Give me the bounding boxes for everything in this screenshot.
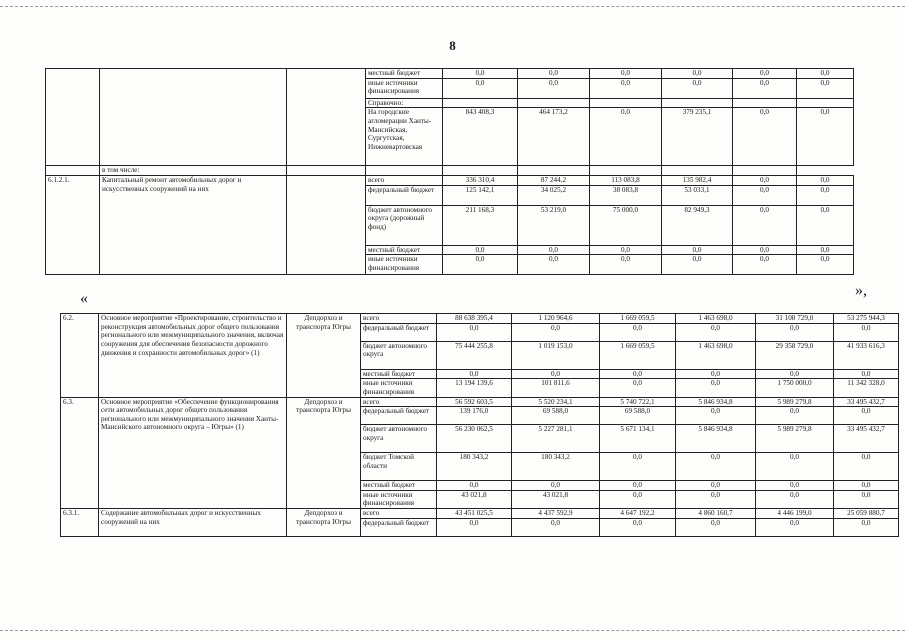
value-cell: 4 860 160,7 <box>676 509 756 519</box>
value-cell <box>518 98 590 108</box>
value-cell: 0,0 <box>834 490 899 508</box>
value-cell: 0,0 <box>834 323 899 341</box>
value-cell: 1 750 000,0 <box>756 379 834 397</box>
value-cell: 4 437 592,9 <box>512 509 600 519</box>
value-cell: 0,0 <box>590 245 662 255</box>
source-cell: местный бюджет <box>361 369 437 379</box>
value-cell: 5 671 134,1 <box>600 425 676 453</box>
value-cell: 75 000,0 <box>590 205 662 245</box>
value-cell: 0,0 <box>437 369 512 379</box>
value-cell: 0,0 <box>797 205 854 245</box>
value-cell: 0,0 <box>756 369 834 379</box>
source-cell: иные источники финансирования <box>361 490 437 508</box>
executor-cell: Депдорхоз и транспорта Югры <box>287 314 361 398</box>
value-cell: 56 230 062,5 <box>437 425 512 453</box>
executor-cell: Депдорхоз и транспорта Югры <box>287 397 361 509</box>
source-cell: иные источники финансирования <box>361 379 437 397</box>
value-cell: 0,0 <box>676 379 756 397</box>
value-cell: 0,0 <box>676 453 756 481</box>
source-cell: федеральный бюджет <box>361 323 437 341</box>
value-cell: 0,0 <box>733 108 797 166</box>
value-cell: 0,0 <box>733 69 797 79</box>
source-cell: иные источники финансирования <box>366 255 443 275</box>
source-cell: всего <box>361 397 437 407</box>
value-cell: 0,0 <box>443 78 518 98</box>
value-cell: 0,0 <box>437 518 512 536</box>
value-cell: 0,0 <box>756 481 834 491</box>
value-cell: 38 083,8 <box>590 185 662 205</box>
value-cell: 0,0 <box>733 205 797 245</box>
empty-cell <box>733 166 797 176</box>
value-cell: 1 120 964,6 <box>512 314 600 324</box>
value-cell: 0,0 <box>756 518 834 536</box>
value-cell: 0,0 <box>834 453 899 481</box>
source-cell: местный бюджет <box>366 69 443 79</box>
value-cell: 0,0 <box>512 369 600 379</box>
value-cell: 0,0 <box>834 481 899 491</box>
value-cell: 0,0 <box>662 245 733 255</box>
num-cell-empty <box>46 69 100 166</box>
value-cell: 101 811,6 <box>512 379 600 397</box>
value-cell: 5 227 281,1 <box>512 425 600 453</box>
value-cell: 0,0 <box>756 407 834 425</box>
value-cell: 1 019 153,0 <box>512 341 600 369</box>
value-cell: 0,0 <box>733 175 797 185</box>
value-cell: 43 021,8 <box>437 490 512 508</box>
value-cell: 25 059 880,7 <box>834 509 899 519</box>
value-cell: 0,0 <box>600 369 676 379</box>
value-cell: 5 520 234,1 <box>512 397 600 407</box>
section-number: 6.2. <box>61 314 99 398</box>
section-number: 6.1.2.1. <box>46 175 100 274</box>
value-cell: 0,0 <box>756 323 834 341</box>
value-cell: 13 194 139,6 <box>437 379 512 397</box>
value-cell: 1 463 698,0 <box>676 314 756 324</box>
value-cell: 0,0 <box>600 323 676 341</box>
source-cell: бюджет Томской области <box>361 453 437 481</box>
value-cell: 4 647 192,2 <box>600 509 676 519</box>
value-cell: 0,0 <box>590 69 662 79</box>
value-cell: 11 342 328,0 <box>834 379 899 397</box>
value-cell: 0,0 <box>797 245 854 255</box>
source-cell: бюджет автономного округа <box>361 425 437 453</box>
value-cell: 31 108 729,0 <box>756 314 834 324</box>
section-name: Капитальный ремонт автомобильных дорог и искусственных сооружений на них <box>100 175 287 274</box>
value-cell: 0,0 <box>797 185 854 205</box>
quote-open: « <box>80 290 88 307</box>
value-cell: 0,0 <box>676 369 756 379</box>
source-cell: всего <box>361 509 437 519</box>
source-cell: Справочно: <box>366 98 443 108</box>
executor-cell: Депдорхоз и транспорта Югры <box>287 509 361 537</box>
value-cell: 0,0 <box>797 78 854 98</box>
value-cell: 87 244,2 <box>518 175 590 185</box>
source-cell: всего <box>361 314 437 324</box>
executor-empty <box>287 69 366 166</box>
table-row <box>61 314 899 324</box>
quote-close: », <box>855 282 867 299</box>
value-cell: 0,0 <box>518 245 590 255</box>
value-cell: 0,0 <box>834 518 899 536</box>
value-cell: 1 463 698,0 <box>676 341 756 369</box>
value-cell: 0,0 <box>797 255 854 275</box>
value-cell: 69 588,0 <box>600 407 676 425</box>
value-cell: 43 451 025,5 <box>437 509 512 519</box>
value-cell: 69 588,0 <box>512 407 600 425</box>
value-cell: 0,0 <box>600 481 676 491</box>
empty-cell <box>443 166 518 176</box>
value-cell: 843 408,3 <box>443 108 518 166</box>
value-cell: 135 982,4 <box>662 175 733 185</box>
value-cell: 0,0 <box>662 69 733 79</box>
value-cell: 139 176,0 <box>437 407 512 425</box>
value-cell: 0,0 <box>662 255 733 275</box>
value-cell: 82 949,3 <box>662 205 733 245</box>
value-cell: 0,0 <box>600 379 676 397</box>
value-cell: 0,0 <box>600 453 676 481</box>
value-cell: 0,0 <box>437 323 512 341</box>
value-cell: 336 310,4 <box>443 175 518 185</box>
num-cell-empty <box>46 166 100 176</box>
value-cell: 4 446 199,0 <box>756 509 834 519</box>
source-cell: иные источники финансирования <box>366 78 443 98</box>
table-row <box>61 397 899 407</box>
table-row <box>46 175 854 185</box>
value-cell: 1 669 059,5 <box>600 314 676 324</box>
source-cell: местный бюджет <box>361 481 437 491</box>
value-cell: 0,0 <box>834 407 899 425</box>
value-cell: 34 025,2 <box>518 185 590 205</box>
empty-cell <box>287 166 366 176</box>
value-cell <box>443 98 518 108</box>
value-cell: 88 638 395,4 <box>437 314 512 324</box>
value-cell: 53 219,0 <box>518 205 590 245</box>
table-row <box>46 166 854 176</box>
value-cell: 0,0 <box>733 245 797 255</box>
table-row <box>61 509 899 519</box>
budget-table-continuation <box>45 68 854 275</box>
value-cell: 0,0 <box>676 481 756 491</box>
section-name: Основное мероприятие «Обеспечение функционирования сети автомобильных дорог общего пользования регионального или межмуниципального значения Ханты-Мансийского автономного округа – Югры» (1) <box>99 397 287 509</box>
value-cell: 0,0 <box>590 108 662 166</box>
value-cell: 29 358 729,0 <box>756 341 834 369</box>
value-cell: 0,0 <box>662 78 733 98</box>
value-cell: 125 142,1 <box>443 185 518 205</box>
value-cell: 0,0 <box>756 453 834 481</box>
source-cell: федеральный бюджет <box>361 518 437 536</box>
value-cell: 53 033,1 <box>662 185 733 205</box>
value-cell <box>590 98 662 108</box>
value-cell: 0,0 <box>512 323 600 341</box>
value-cell: 41 933 616,3 <box>834 341 899 369</box>
value-cell: 75 444 255,8 <box>437 341 512 369</box>
scan-edge-bottom <box>0 630 905 631</box>
value-cell: 0,0 <box>733 185 797 205</box>
value-cell: 5 740 722,1 <box>600 397 676 407</box>
source-cell: На городские агломерации Ханты-Мансийская, Сургутская, Нижневартовская <box>366 108 443 166</box>
source-cell: федеральный бюджет <box>366 185 443 205</box>
value-cell: 0,0 <box>676 323 756 341</box>
empty-cell <box>366 166 443 176</box>
value-cell: 0,0 <box>600 490 676 508</box>
value-cell: 0,0 <box>797 175 854 185</box>
value-cell: 0,0 <box>518 69 590 79</box>
value-cell: 53 275 944,3 <box>834 314 899 324</box>
value-cell: 0,0 <box>443 69 518 79</box>
value-cell: 0,0 <box>518 78 590 98</box>
value-cell: 0,0 <box>756 490 834 508</box>
page-number: 8 <box>449 38 456 53</box>
source-cell: федеральный бюджет <box>361 407 437 425</box>
value-cell: 464 173,2 <box>518 108 590 166</box>
value-cell: 180 343,2 <box>512 453 600 481</box>
value-cell: 0,0 <box>834 369 899 379</box>
value-cell: 5 846 934,8 <box>676 397 756 407</box>
value-cell: 5 846 934,8 <box>676 425 756 453</box>
value-cell: 211 168,3 <box>443 205 518 245</box>
empty-cell <box>590 166 662 176</box>
value-cell: 1 669 059,5 <box>600 341 676 369</box>
section-name: Основное мероприятие «Проектирование, строительство и реконструкция автомобильных дорог общего пользования регионального или межмуниципального значения, включая сооружения для обеспечения безопасности дорожного движения и сохранности автомобильных дорог» (1) <box>99 314 287 398</box>
value-cell: 0,0 <box>512 481 600 491</box>
executor-empty <box>287 175 366 274</box>
value-cell: 33 495 432,7 <box>834 425 899 453</box>
source-cell: всего <box>366 175 443 185</box>
scan-edge-top <box>0 6 905 7</box>
value-cell: 0,0 <box>676 407 756 425</box>
table-row <box>46 69 854 79</box>
value-cell: 0,0 <box>797 69 854 79</box>
value-cell: 0,0 <box>512 518 600 536</box>
section-number: 6.3.1. <box>61 509 99 537</box>
budget-table-main <box>60 313 899 537</box>
source-cell: местный бюджет <box>366 245 443 255</box>
name-cell-empty <box>100 69 287 166</box>
value-cell: 5 989 279,8 <box>756 425 834 453</box>
value-cell: 379 235,1 <box>662 108 733 166</box>
value-cell: 0,0 <box>797 108 854 166</box>
value-cell <box>797 98 854 108</box>
value-cell: 0,0 <box>443 245 518 255</box>
empty-cell <box>662 166 733 176</box>
source-cell: бюджет автономного округа <box>361 341 437 369</box>
value-cell: 0,0 <box>590 255 662 275</box>
value-cell: 0,0 <box>733 78 797 98</box>
subheading-cell: в том числе: <box>100 166 287 176</box>
value-cell: 0,0 <box>600 518 676 536</box>
value-cell: 56 592 603,5 <box>437 397 512 407</box>
value-cell: 180 343,2 <box>437 453 512 481</box>
value-cell <box>733 98 797 108</box>
empty-cell <box>518 166 590 176</box>
value-cell: 113 083,8 <box>590 175 662 185</box>
value-cell: 33 495 432,7 <box>834 397 899 407</box>
section-name: Содержание автомобильных дорог и искусственных сооружений на них <box>99 509 287 537</box>
value-cell: 0,0 <box>518 255 590 275</box>
value-cell <box>662 98 733 108</box>
value-cell: 5 989 279,8 <box>756 397 834 407</box>
section-number: 6.3. <box>61 397 99 509</box>
value-cell: 0,0 <box>443 255 518 275</box>
value-cell: 43 021,8 <box>512 490 600 508</box>
value-cell: 0,0 <box>437 481 512 491</box>
value-cell: 0,0 <box>590 78 662 98</box>
value-cell: 0,0 <box>676 518 756 536</box>
value-cell: 0,0 <box>733 255 797 275</box>
source-cell: бюджет автономного округа (дорожный фонд) <box>366 205 443 245</box>
value-cell: 0,0 <box>676 490 756 508</box>
